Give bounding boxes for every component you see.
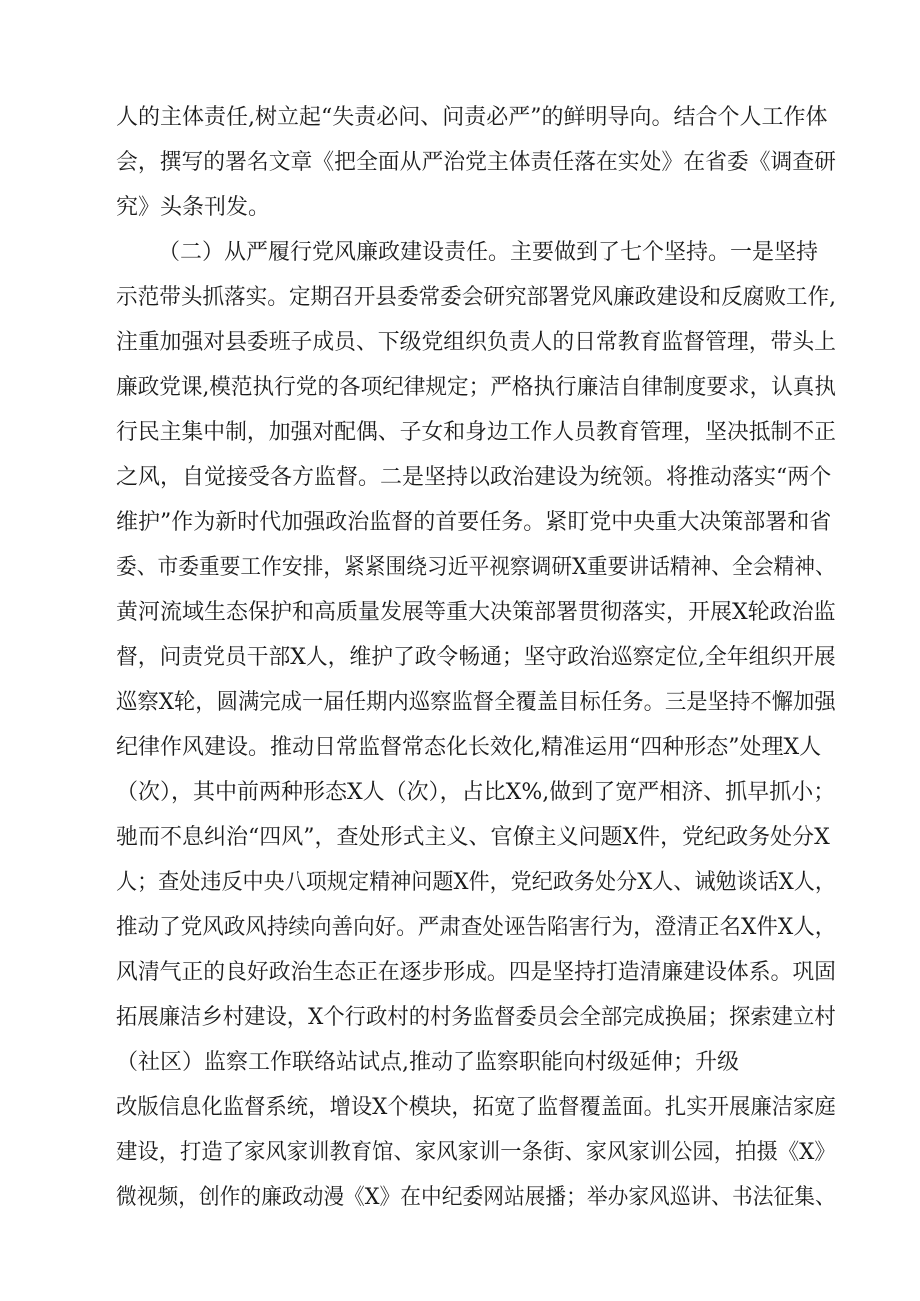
section-heading-line: （二）从严履行党风廉政建设责任。主要做到了七个坚持。一是坚持	[158, 240, 819, 265]
text-line: （次），其中前两种形态X人（次），占比X%,做到了宽严相济、抓早抓小；	[116, 780, 836, 805]
text-line: 纪律作风建设。推动日常监督常态化长效化,精准运用“四种形态”处理X人	[116, 735, 822, 760]
text-line: 建设，打造了家风家训教育馆、家风家训一条街、家风家训公园，拍摄《X》	[116, 1140, 836, 1165]
text-line: 督，问责党员干部X人，维护了政令畅通；坚守政治巡察定位,全年组织开展	[116, 645, 836, 670]
text-line: 黄河流域生态保护和高质量发展等重大决策部署贯彻落实，开展X轮政治监	[116, 600, 836, 625]
text-line: 微视频，创作的廉政动漫《X》在中纪委网站展播；举办家风巡讲、书法征集、	[116, 1185, 836, 1210]
text-line: 改版信息化监督系统，增设X个模块，拓宽了监督覆盖面。扎实开展廉洁家庭	[116, 1095, 836, 1120]
text-line: 风清气正的良好政治生态正在逐步形成。四是坚持打造清廉建设体系。巩固	[116, 960, 836, 985]
text-line: 究》头条刊发。	[116, 195, 271, 220]
text-line: 行民主集中制，加强对配偶、子女和身边工作人员教育管理，坚决抵制不正	[116, 420, 836, 445]
text-line: 驰而不息纠治“四风”，查处形式主义、官僚主义问题X件，党纪政务处分X	[116, 825, 830, 850]
text-line: 委、市委重要工作安排，紧紧围绕习近平视察调研X重要讲话精神、全会精神、	[116, 555, 836, 580]
text-line: 之风，自觉接受各方监督。二是坚持以政治建设为统领。将推动落实“两个	[116, 465, 832, 490]
text-line: 注重加强对县委班子成员、下级党组织负责人的日常教育监督管理，带头上	[116, 330, 836, 355]
text-line: 拓展廉洁乡村建设，X个行政村的村务监督委员会全部完成换届；探索建立村	[116, 1005, 836, 1030]
text-line: 人；查处违反中央八项规定精神问题X件，党纪政务处分X人、诫勉谈话X人，	[116, 870, 836, 895]
text-line: 人的主体责任,树立起“失责必问、问责必严”的鲜明导向。结合个人工作体	[116, 105, 828, 130]
text-line: 廉政党课,模范执行党的各项纪律规定；严格执行廉洁自律制度要求，认真执	[116, 375, 837, 400]
text-line: 推动了党风政风持续向善向好。严肃查处诬告陷害行为，澄清正名X件X人，	[116, 915, 837, 940]
text-line: 会，撰写的署名文章《把全面从严治党主体责任落在实处》在省委《调查研	[116, 150, 836, 175]
text-line: （社区）监察工作联络站试点,推动了监察职能向村级延伸；升级	[116, 1050, 739, 1075]
text-line: 维护”作为新时代加强政治监督的首要任务。紧盯党中央重大决策部署和省	[116, 510, 832, 535]
text-line: 巡察X轮，圆满完成一届任期内巡察监督全覆盖目标任务。三是坚持不懈加强	[116, 690, 836, 715]
text-line: 示范带头抓落实。定期召开县委常委会研究部署党风廉政建设和反腐败工作,	[116, 285, 837, 310]
